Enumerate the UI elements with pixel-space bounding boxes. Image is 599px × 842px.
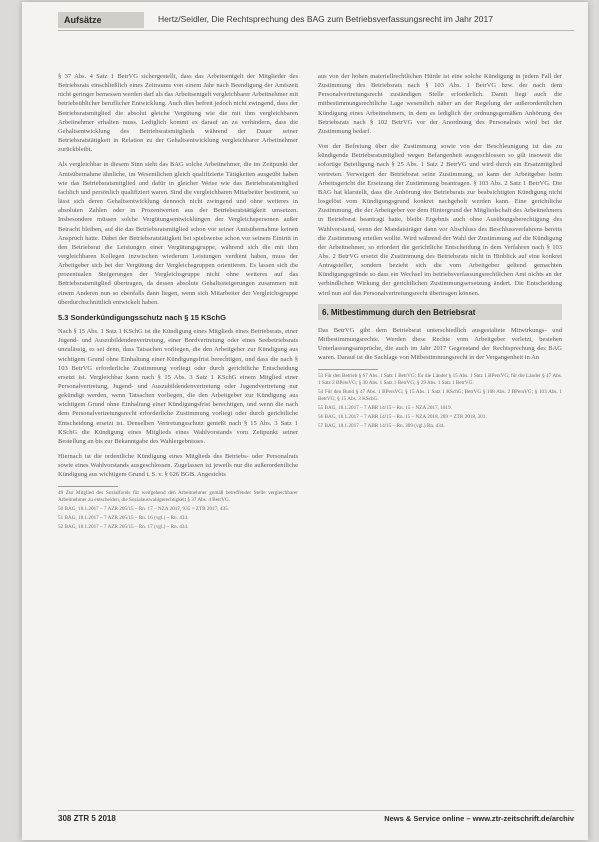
right-paragraph-1: aus von der hohen materiellrechtlichen Hürde ist eine solche Kündigung in jedem Fall der Zustimmung des Betriebsrats nach § 103 Abs. 1 BetrVG bzw. der nach dem Personalvertretungsrecht zuständigen Stelle erforderlich. Damit liegt auch die mitbestimmungsrechtliche Lage wesentlich näher an der Regelung der außerordentlichen Kündigung eines Arbeitnehmers, in dem es lediglich der ordnungsgemäßen Anhörung des Betriebsrats nach § 102 BetrVG vor der Anordnung des Personalrats wird bei der Zustimmung bedarf.: [318, 73, 562, 135]
left-column: [58, 72, 298, 533]
left-paragraph-3: Nach § 15 Abs. 1 Satz 1 KSchG ist die Kündigung eines Mitglieds eines Betriebsrats, einer Jugend- und Auszubildendenvertretung, einer Bordvertretung oder eines Seebetriebsrats unzulässig, es sei denn, dass Tatsachen vorliegen, die den Arbeitgeber zur Kündigung aus wichtigem Grund ohne Einhaltung einer Kündigungsfrist berechtigen, und dass die nach § 103 BetrVG erforderliche Zustimmung vorliegt oder durch gerichtliche Entscheidung ersetzt ist. Vergleichbar kann nach § 15 Abs. 3 Satz 1 KSchG einem Mitglied einer Personalvertretung, Jugend- und Auszubildendenvertretung oder Jugendvertretung nur gekündigt werden, wenn Tatsachen vorliegen, die den Arbeitgeber zur Kündigung aus wichtigem Grund ohne Einhaltung einer Kündigungsfrist berechtigen, und wenn die nach dem Personalvertretungsrecht erforderliche Zustimmung vorliegt oder durch gerichtliche Entscheidung ersetzt ist. Denselben Vertretungsschutz genießt nach § 15 Abs. 3 Satz 1 KSchG die Kündigung eines Mitglieds eines Wahlvorstands vom Zeitpunkt seiner Bestellung an bis zur Bekanntgabe des Wahlergebnisses.: [58, 328, 298, 445]
running-title: Hertz/Seidler, Die Rechtsprechung des BAG zum Betriebsverfassungsrecht im Jahr 2017: [158, 14, 493, 24]
footnote: 49 Zur Mitglied des Sozialfonds für weitgehend den Arbeitnehmer gemäß betreffender Stelle vergleichbarer Arbeitnehmer zu entscheiden, die Sozialauswahlgerechtigkeit § 37 Abs. 4 BetrVG.: [58, 489, 298, 503]
section-tab: Aufsätze: [58, 12, 144, 28]
footnote-divider: [318, 369, 378, 370]
footnote: 51 BAG, 18.1.2017 – 7 AZR 205/15 – Rn. 16 (vgl.) – Rn. 434.: [58, 514, 189, 521]
footnote: 54 Für den Bund § 47 Abs. 1 BPersVG; § 15 Abs. 1 Satz 1 KSchG; BetrVG § 108 Abs. 2 BPersVG; § 103 Abs. 1 BetrVG; § 15 Abs. 3 KSchG.: [318, 388, 562, 402]
header-divider: [58, 30, 574, 31]
page-number-journal: 308 ZTR 5 2018: [58, 814, 116, 823]
footnote-divider: [58, 486, 118, 487]
heading-5-3: 5.3 Sonderkündigungsschutz nach § 15 KSchG: [58, 312, 226, 322]
footer-divider: [58, 810, 574, 811]
footnote: 53 Für den Betrieb § 67 Abs. 1 Satz 1 BetrVG; für die Länder § 15 Abs. 1 Satz 1 BPersVG; für die Länder § 47 Abs. 1 Satz 2 BPersVG; § 30 Abs. 1 Satz 1 BetrVG; § 29 Abs. 1 Satz 1 BetrVG.: [318, 372, 562, 386]
footnote: 50 BAG, 18.1.2017 – 7 AZR 205/15 – Rn. 17 – NZA 2017, 935 = ZTR 2017, 435.: [58, 505, 229, 512]
left-paragraph-4: Hiernach ist die ordentliche Kündigung eines Mitglieds des Betriebs- oder Personalrats sowie eines Wahlvorstands ausgeschlossen. Zugelassen ist jeweils nur die außerordentliche Kündigung aus wichtigem Grund i. S. v. § 626 BGB. Angesichts: [58, 453, 298, 479]
footnote: 52 BAG, 18.1.2017 – 7 AZR 205/15 – Rn. 17 (vgl.) – Rn. 434.: [58, 523, 189, 530]
left-paragraph-1: § 37 Abs. 4 Satz 1 BetrVG sichergestellt, dass das Arbeitsentgelt der Mitglieder des Betriebsrats einschließlich eines Zeitraums von einem Jahr nach Beendigung der Amtszeit nicht geringer bemessen werden darf als das Arbeitsentgelt vergleichbarer Arbeitnehmer mit betriebsüblicher beruflicher Entwicklung. Auch dies befreit jedoch nicht zwingend, dass der Betriebsratsmitglied die absolut gleiche Vergütung wie die mit ihm vergleichbaren Arbeitnehmer erhalten muss. Lediglich kommt es darauf an zu verhindern, dass die Gehaltsentwicklung des Betriebsratsmitglieds während der Dauer seiner Betriebsratstätigkeit in Relation zu der Gehaltsentwicklung vergleichbarer Arbeitnehmer zurückbleibt.: [58, 73, 298, 154]
right-paragraph-2: Von der Befreiung über die Zustimmung sowie von der Beschleunigung ist das zu kündigende Betriebsratsmitglied wegen Befangenheit ausgeschlossen so gilt insoweit die sofortige Beteiligung nach § 25 Abs. 1 Satz 2 BetrVG und wird durch ein Ersatzmitglied vertreten. Verweigert der Betriebsrat seine Zustimmung, so kann der Arbeitgeber beim Arbeitsgericht die Ersetzung der Zustimmung beantragen. § 103 Abs. 2 Satz 1 BetrVG. Die BAG hat klarstellt, dass die Anhörung des Betriebsrats zur beabsichtigten Kündigung nicht losgelöst vom Kündigungsgrund konkret nachgeholt werden kann. Eine gerichtliche Zustimmung, die der Arbeitgeber vor dem Hintergrund der Mitgliedschaft des Arbeitnehmers in Betriebsrat beantragt hatte, bleibt Ergebnis auch ohne Ausübungsberechtigung des Wahlvorstand, wenn der Mandatsträger dann vor Abschluss des Beschlussverfahrens bereits die Zustimmung erteilen wollte. Wird während der Wahl der Zustimmung auf die Kündigung der Arbeitnehmer, so erfordert die gerichtliche Entscheidung in dem Verfahren nach § 103 Abs. 2 BetrVG ersetzt die Zustimmung des Betriebsrats nicht in Hinblick auf eine konkret Antragsteller, sondern bezieht sich die vom Arbeitgeber geltend gemachten Kündigungsgründe so dass ein Wechsel im betriebsverfassungsrechtlichen Amt nichts an der verbindlichen Wirkung der gerichtlichen Zustimmungsersetzung ändert. Die Entscheidung wird nun auf das Personalvertretungsrecht übertragen können.: [318, 143, 562, 297]
document-page: [22, 2, 588, 840]
footnote: 55 BAG, 18.1.2017 – 7 ABR 14/15 – Rn. 15 – NZA 2017, 1019.: [318, 404, 452, 411]
right-paragraph-3: Das BetrVG gibt dem Betriebsrat unterschiedlich ausgestaltete Mitwirkungs- und Mitbestimmungsrechte. Werden diese Rechte vom Arbeitgeber verletzt, bestehen Unterlassungsansprüche, die auch im Jahr 2017 Gegenstand der Rechtsprechung des BAG waren. Darauf ist die Sachlage von Mitbestimmungsrecht in der Vergangenheit in An: [318, 326, 562, 362]
footnote: 57 BAG, 18.1.2017 – 7 ABR 14/15 – Rn. 309 (vgl.) Rn. 434.: [318, 423, 445, 430]
section-heading-6: 6. Mitbestimmung durch den Betriebsrat: [318, 304, 562, 320]
left-paragraph-2: Als vergleichbar in diesem Sinn sieht das BAG solche Arbeitnehmer, die im Zeitpunkt der Amtsübernahme ähnliche, im Wesentlichen gleich qualifizierte Tätigkeiten ausgeübt haben wie das Betriebsratsmitglied und dafür in gleicher Weise wie das Betriebsratsmitglied fachlich und persönlich qualifiziert waren. Sind die vergleichbaren Mitarbeiter bestimmt, so lässt sich deren Gehaltsentwicklung dennoch nicht zwingend und ohne weiteres in absoluten Zahlen oder in Prozentwerten aus der Betriebsratstätigkeit umsetzen. Insbesondere müssen solche Vergütungsentwicklungen der Vergleichspersonen außer Betracht bleiben, auf die das Betriebsratsmitglied schon vor seiner Amtsübernahme keinen Anspruch hatte. Dabei der Betriebsratstätigkeit bei spielsweise schon vor seinem Eintritt in den Betriebsrat die Leistungen einer Vergütungsgruppe, während sich die mit ihm vergleichbaren Kollegen inzwischen wiederum Leistungen verdient haben, muss der Arbeitgeber sich bei der Vergütung der Vergleichsgruppen orientieren. Es lassen sich die prozentualen Steigerungen der Vergleichsgruppe nicht ohne weiteres auf das Betriebsratsmitglied übertragen, da dessen absolute Gehaltssteigerungen zusammen mit einem Anderen nun so ebenfalls dann liegen, wenn sich Mitarbeiter der Vergleichsgruppe überdurchschnittlich entwickelt haben.: [58, 161, 298, 306]
archive-link[interactable]: News & Service online – www.ztr-zeitschrift.de/archiv: [384, 814, 574, 823]
right-column: [318, 72, 562, 432]
footnote: 56 BAG, 18.1.2017 – 7 ABR 14/15 – Rn. 15 – NZA 2018, 269 = ZTR 2018, 301.: [318, 414, 487, 420]
